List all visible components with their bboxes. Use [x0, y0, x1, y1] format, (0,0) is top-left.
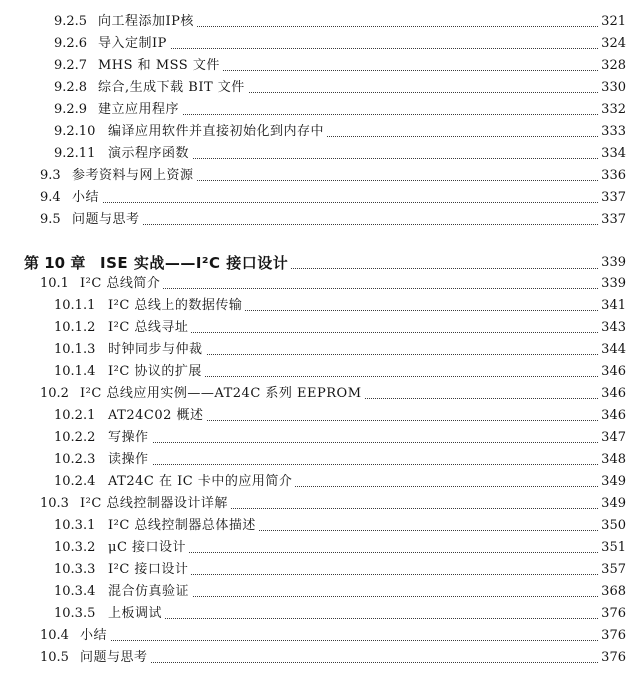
toc-row[interactable]: [0, 626, 644, 646]
toc-section-number: 10.3.5: [54, 606, 96, 621]
toc-section-title: 向工程添加IP核: [98, 12, 197, 32]
toc-page-number: 346: [598, 384, 626, 404]
toc-section-number: 10.1.3: [54, 342, 96, 357]
toc-page-number: 330: [598, 78, 626, 98]
toc-page-number: 368: [598, 582, 626, 602]
toc-row[interactable]: [0, 296, 644, 316]
toc-row[interactable]: [0, 472, 644, 492]
toc-leader-dots: [72, 210, 614, 225]
toc-leader-dots: [108, 604, 614, 619]
toc-section-number: 10.1.4: [54, 364, 96, 379]
toc-page-number: 334: [598, 144, 626, 164]
toc-page-number: 333: [598, 122, 626, 142]
toc-page-number: 349: [598, 494, 626, 514]
toc-section-number: 10.1: [40, 276, 69, 291]
toc-section-title: I²C 总线简介: [80, 274, 163, 294]
toc-row[interactable]: [0, 100, 644, 120]
toc-page-number: 350: [598, 516, 626, 536]
toc-section-number: 第 10 章: [24, 254, 86, 272]
toc-row[interactable]: [0, 516, 644, 536]
toc-section-number: 10.4: [40, 628, 69, 643]
toc-section-number: 9.5: [40, 212, 61, 227]
toc-page-number: 357: [598, 560, 626, 580]
toc-section-title: 小结: [72, 188, 102, 208]
toc-section-number: 9.2.5: [54, 14, 88, 29]
toc-row[interactable]: [0, 274, 644, 294]
toc-section-title: 读操作: [108, 450, 152, 470]
toc-section-number: 9.2.6: [54, 36, 88, 51]
toc-section-number: 9.2.11: [54, 146, 96, 161]
toc-section-title: I²C 总线寻址: [108, 318, 191, 338]
toc-row[interactable]: [0, 560, 644, 580]
toc-section-title: MHS 和 MSS 文件: [98, 56, 223, 76]
toc-section-title: I²C 总线控制器总体描述: [108, 516, 259, 536]
toc-section-number: 10.3: [40, 496, 69, 511]
toc-row[interactable]: [0, 428, 644, 448]
toc-section-number: 9.2.9: [54, 102, 88, 117]
toc-section-number: 10.3.3: [54, 562, 96, 577]
toc-row[interactable]: [0, 166, 644, 186]
toc-page-number: 348: [598, 450, 626, 470]
toc-section-title: 导入定制IP: [98, 34, 170, 54]
toc-row[interactable]: [0, 34, 644, 54]
toc-page-number: 321: [598, 12, 626, 32]
toc-section-title: 混合仿真验证: [108, 582, 192, 602]
toc-section-number: 9.2.8: [54, 80, 88, 95]
toc-section-number: 10.3.4: [54, 584, 96, 599]
toc-page-number: 341: [598, 296, 626, 316]
toc-section-number: 10.1.1: [54, 298, 96, 313]
toc-row[interactable]: [0, 406, 644, 426]
toc-page-number: 332: [598, 100, 626, 120]
toc-page-number: 351: [598, 538, 626, 558]
toc-section-title: μC 接口设计: [108, 538, 189, 558]
toc-leader-dots: [80, 626, 614, 641]
toc-section-title: 建立应用程序: [98, 100, 182, 120]
toc-section-title: 问题与思考: [80, 648, 151, 668]
toc-section-number: 9.3: [40, 168, 61, 183]
toc-leader-dots: [80, 648, 614, 663]
toc-section-number: 9.2.10: [54, 124, 96, 139]
toc-section-number: 10.5: [40, 650, 69, 665]
toc-page-number: 376: [598, 626, 626, 646]
toc-chapter-row[interactable]: [0, 252, 644, 274]
toc-page-number: 347: [598, 428, 626, 448]
toc-section-number: 10.1.2: [54, 320, 96, 335]
toc-row[interactable]: [0, 538, 644, 558]
toc-page-number: 376: [598, 604, 626, 624]
toc-section-number: 10.2.4: [54, 474, 96, 489]
toc-section-number: 10.3.1: [54, 518, 96, 533]
toc-leader-dots: [72, 188, 614, 203]
toc-leader-dots: [98, 34, 614, 49]
toc-page-number: 346: [598, 362, 626, 382]
toc-section-title: 编译应用软件并直接初始化到内存中: [108, 122, 327, 142]
toc-section-number: 10.2: [40, 386, 69, 401]
toc-section-title: ISE 实战——I²C 接口设计: [100, 252, 291, 274]
toc-section-number: 10.2.3: [54, 452, 96, 467]
toc-page-number: 336: [598, 166, 626, 186]
toc-row[interactable]: [0, 340, 644, 360]
toc-page-number: 344: [598, 340, 626, 360]
toc-section-title: 综合,生成下载 BIT 文件: [98, 78, 248, 98]
toc-section-title: AT24C 在 IC 卡中的应用简介: [108, 472, 295, 492]
toc-page-number: 339: [598, 274, 626, 294]
toc-row[interactable]: [0, 12, 644, 32]
toc-section-number: 9.2.7: [54, 58, 88, 73]
toc-section-title: 上板调试: [108, 604, 165, 624]
toc-page-number: 346: [598, 406, 626, 426]
toc-leader-dots: [108, 450, 614, 465]
toc-row[interactable]: [0, 210, 644, 230]
toc-page-number: 337: [598, 210, 626, 230]
toc-section-title: I²C 协议的扩展: [108, 362, 205, 382]
toc-section-title: I²C 总线应用实例——AT24C 系列 EEPROM: [80, 384, 365, 404]
toc-row[interactable]: [0, 604, 644, 624]
toc-row[interactable]: [0, 362, 644, 382]
toc-section-title: 小结: [80, 626, 110, 646]
toc-row[interactable]: [0, 494, 644, 514]
toc-row[interactable]: [0, 188, 644, 208]
toc-section-number: 10.2.1: [54, 408, 96, 423]
toc-section-title: I²C 接口设计: [108, 560, 191, 580]
toc-page-number: 339: [598, 252, 626, 274]
toc-section-title: I²C 总线控制器设计详解: [80, 494, 231, 514]
toc-page-number: 349: [598, 472, 626, 492]
toc-section-title: 写操作: [108, 428, 152, 448]
toc-leader-dots: [108, 428, 614, 443]
toc-section-number: 10.2.2: [54, 430, 96, 445]
toc-section-title: I²C 总线上的数据传输: [108, 296, 245, 316]
toc-section-title: 问题与思考: [72, 210, 143, 230]
toc-page-number: 324: [598, 34, 626, 54]
toc-row[interactable]: [0, 648, 644, 668]
toc-page-number: 343: [598, 318, 626, 338]
toc-row[interactable]: [0, 122, 644, 142]
toc-page-number: 337: [598, 188, 626, 208]
toc-row[interactable]: [0, 384, 644, 404]
toc-row[interactable]: [0, 144, 644, 164]
toc-page-number: 328: [598, 56, 626, 76]
toc-section-number: 9.4: [40, 190, 61, 205]
toc-row[interactable]: [0, 582, 644, 602]
toc-section-title: 时钟同步与仲裁: [108, 340, 206, 360]
toc-row[interactable]: [0, 450, 644, 470]
toc-section-title: 参考资料与网上资源: [72, 166, 197, 186]
toc-page-number: 376: [598, 648, 626, 668]
toc-row[interactable]: [0, 78, 644, 98]
toc-section-title: 演示程序函数: [108, 144, 192, 164]
toc-section-number: 10.3.2: [54, 540, 96, 555]
toc-row[interactable]: [0, 56, 644, 76]
toc-section-title: AT24C02 概述: [108, 406, 207, 426]
toc-row[interactable]: [0, 318, 644, 338]
